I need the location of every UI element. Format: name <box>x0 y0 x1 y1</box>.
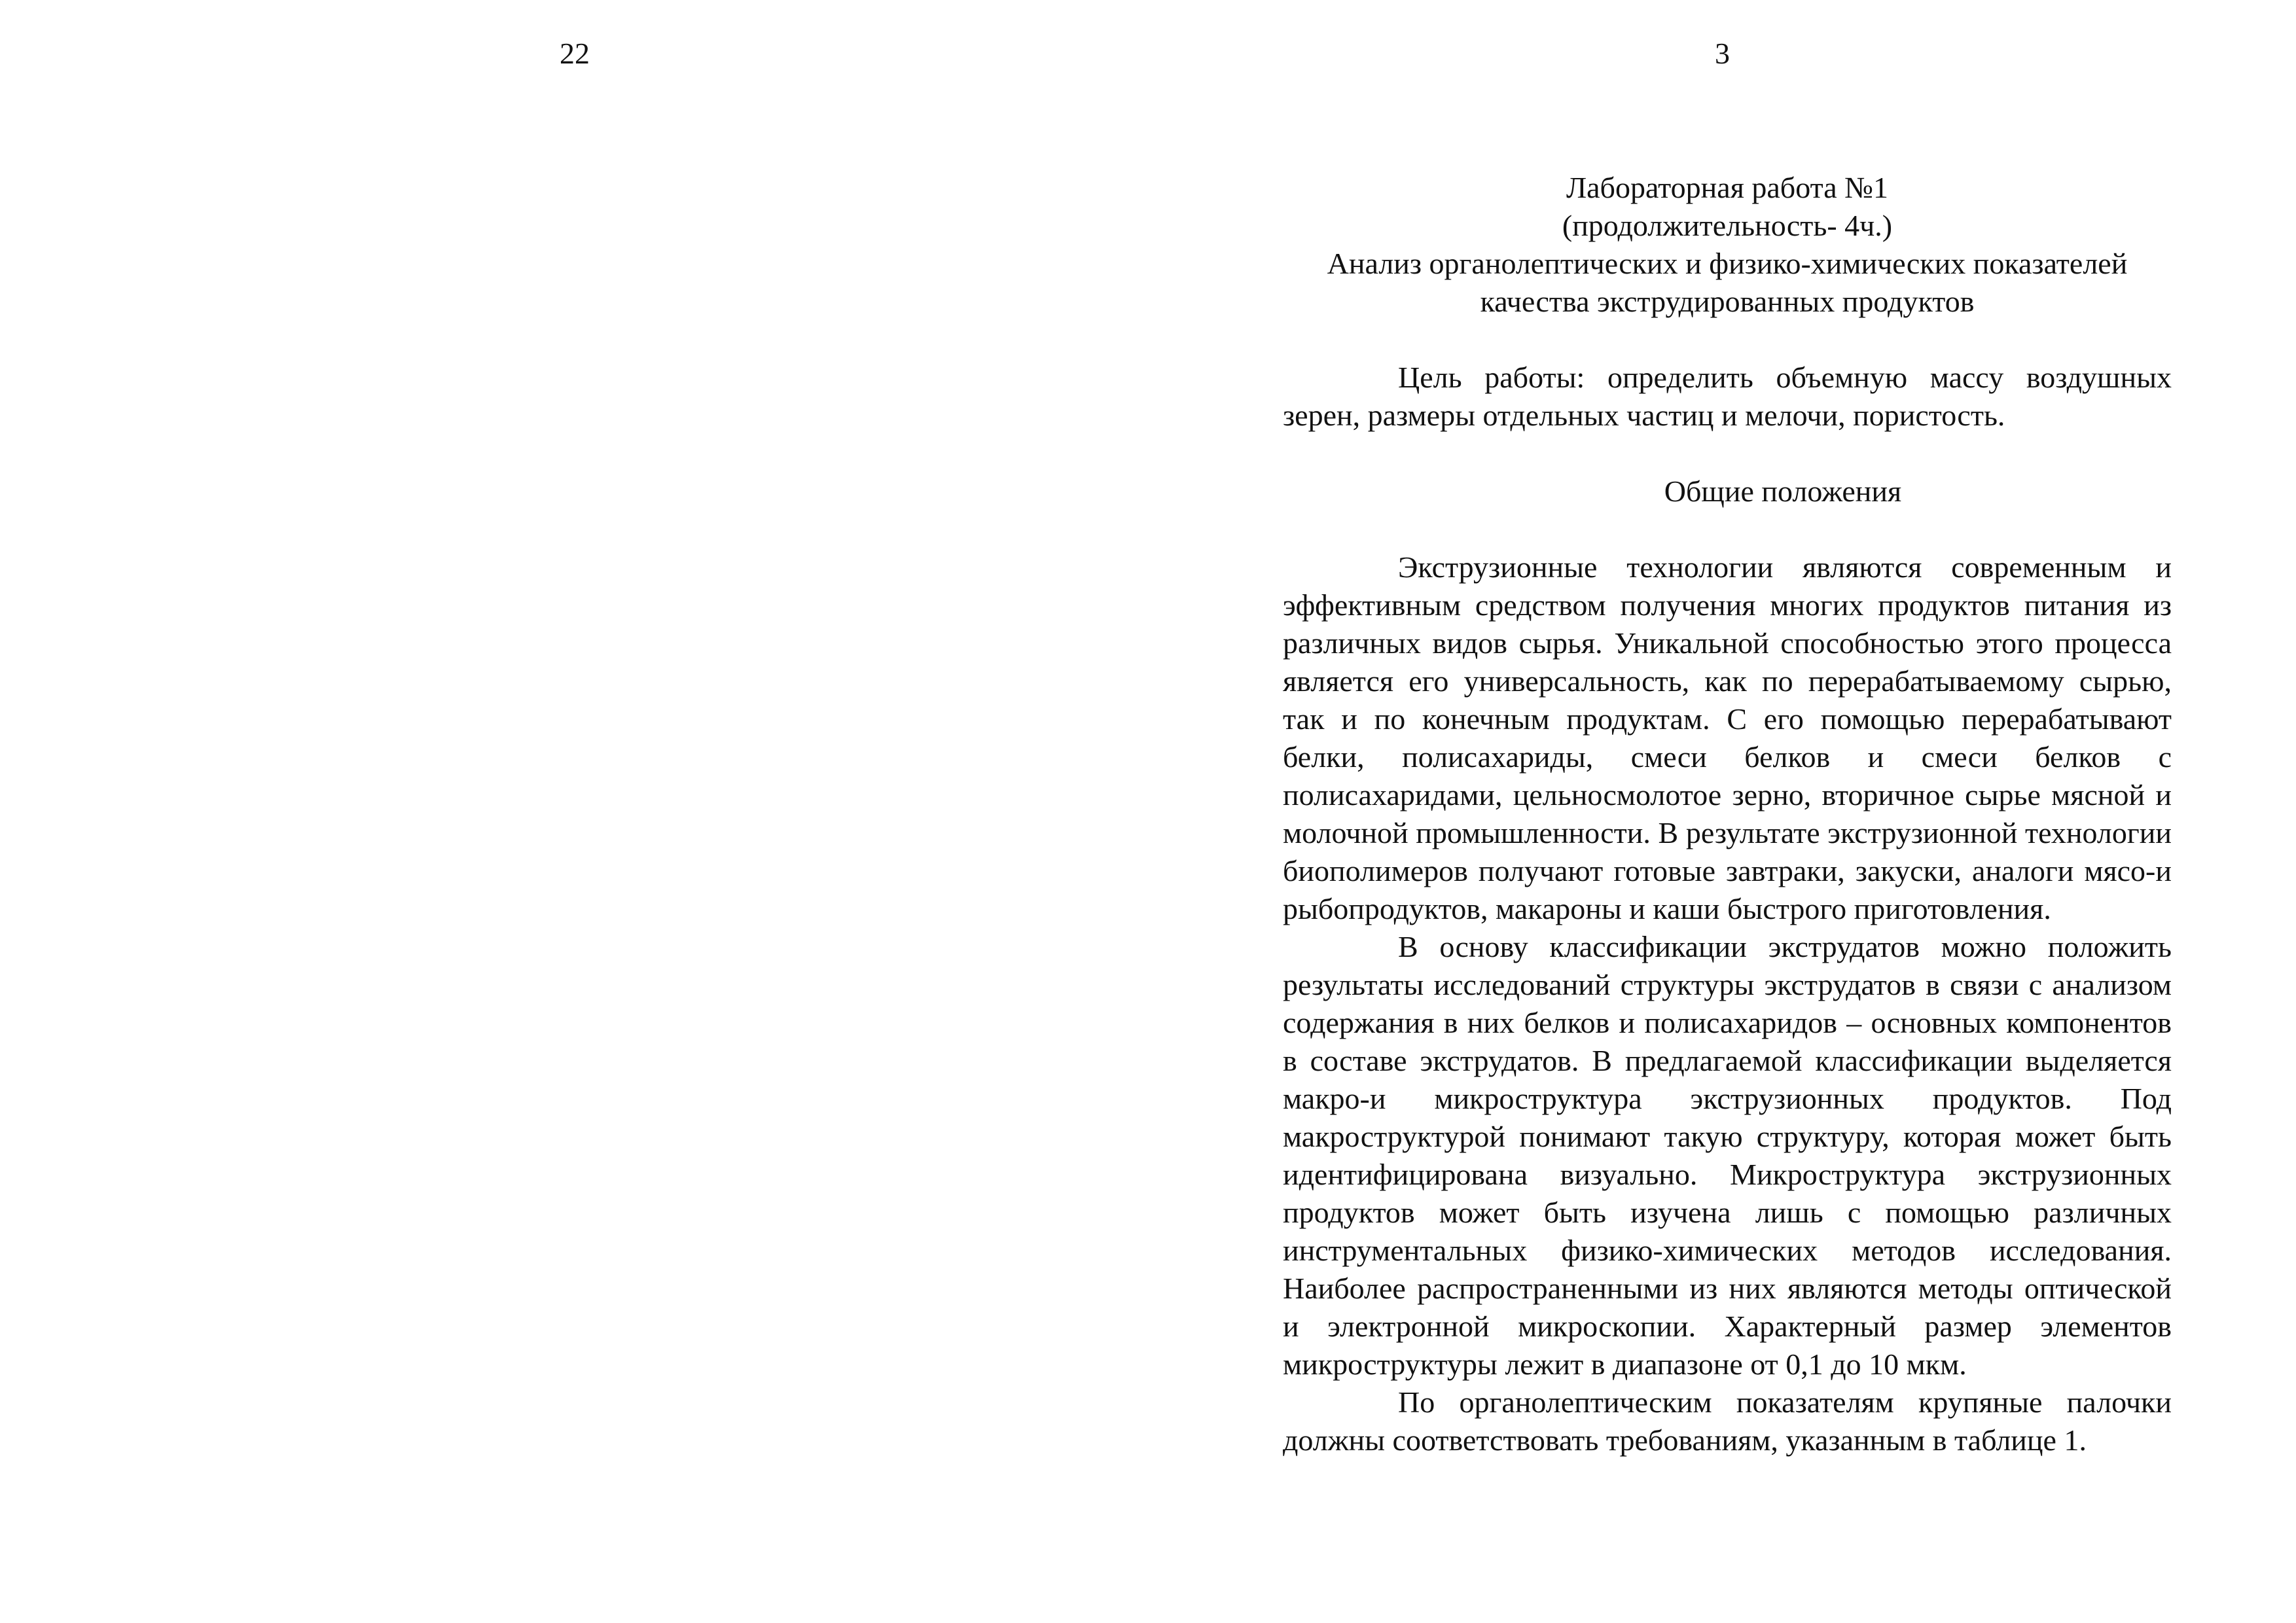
lab-title-line-4: качества экструдированных продуктов <box>1480 285 1975 318</box>
right-page-number: 3 <box>1715 37 1730 70</box>
body-paragraph-3: По органолептическим показателям крупяные палочки должны соответствовать требованиям, указанным в таблице 1. <box>1283 1385 2172 1457</box>
body-paragraph-1: Экструзионные технологии являются современным и эффективным средством получения многих продуктов питания из различных видов сырья. Уникальной способностью этого процесса является его универсальность, как по перерабатываемому сырью, так и по конечным продуктам. С его помощью перерабатывают белки, полисахариды, смеси белков и смеси белков с полисахаридами, цельносмолотое зерно, вторичное сырье мясной и молочной промышленности. В результате экструзионной технологии биополимеров получают готовые завтраки, закуски, аналоги мясо-и рыбопродуктов, макароны и каши быстрого приготовления. <box>1283 550 2172 925</box>
spacer <box>1283 321 2172 359</box>
goal-paragraph: Цель работы: определить объемную массу воздушных зерен, размеры отдельных частиц и мелочи, пористость. <box>1283 361 2172 432</box>
lab-title-line-2: (продолжительность- 4ч.) <box>1562 209 1893 242</box>
spacer <box>1283 435 2172 473</box>
body-paragraph-2: В основу классификации экструдатов можно положить результаты исследований структуры экструдатов в связи с анализом содержания в них белков и полисахаридов – основных компонентов в составе экструдатов. В предлагаемой классификации выделяется макро-и микроструктура экструзионных продуктов. Под макроструктурой понимают такую структуру, которая может быть идентифицирована визуально. Микроструктура экструзионных продуктов может быть изучена лишь с помощью различных инструментальных физико-химических методов исследования. Наиболее распространенными из них являются методы оптической и электронной микроскопии. Характерный размер элементов микроструктуры лежит в диапазоне от 0,1 до 10 мкм. <box>1283 930 2172 1381</box>
lab-title-line-3: Анализ органолептических и физико-химических показателей <box>1327 247 2128 280</box>
spacer <box>1283 510 2172 548</box>
section-title: Общие положения <box>1664 474 1902 508</box>
left-page-number: 22 <box>560 37 590 70</box>
right-page-content <box>1283 169 2172 1459</box>
lab-title-line-1: Лабораторная работа №1 <box>1566 171 1889 204</box>
